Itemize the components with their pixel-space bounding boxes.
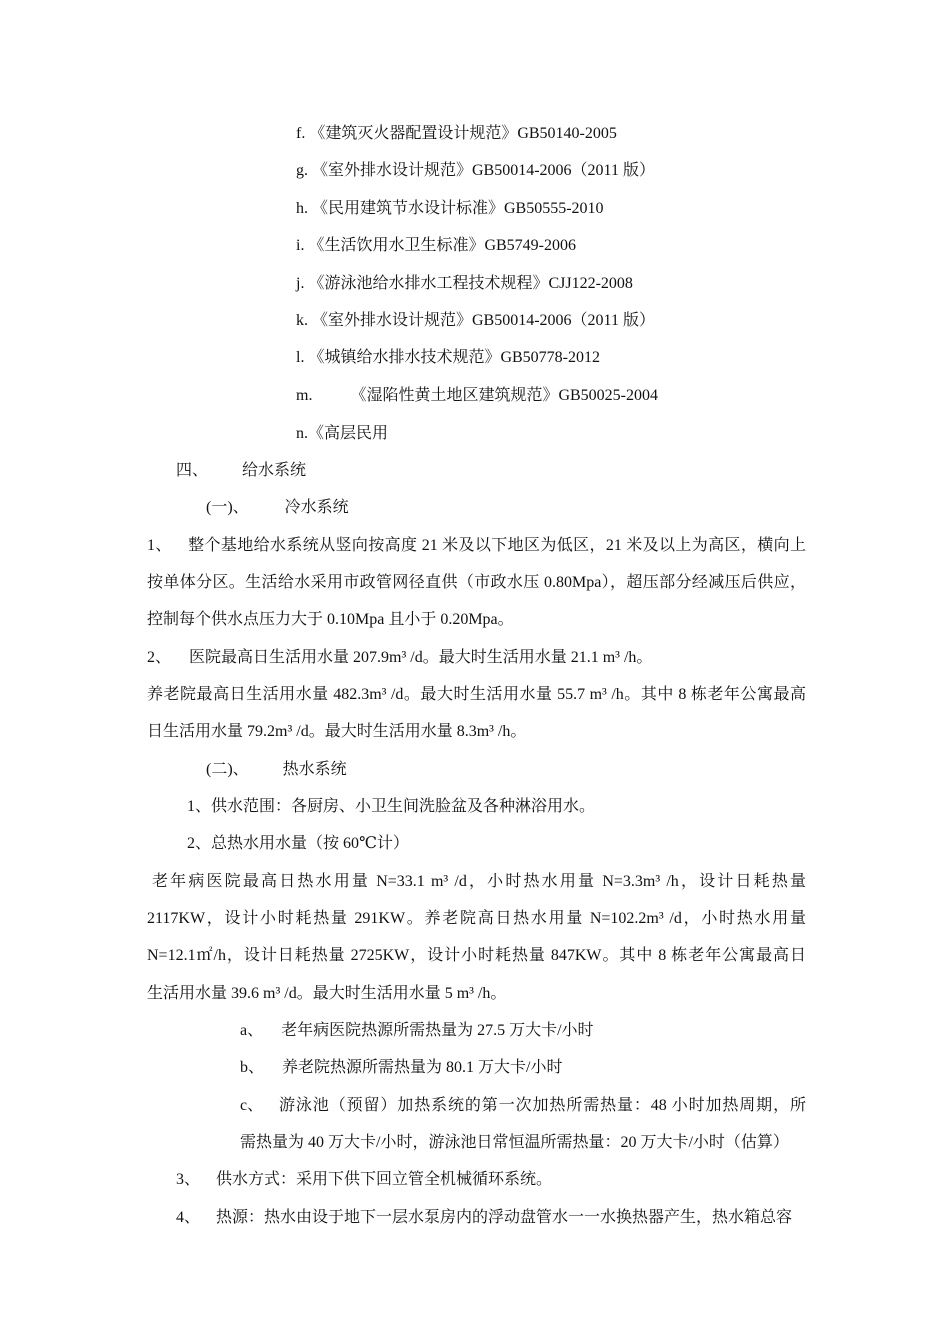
hot-item-supply-method: 3、 供水方式：采用下供下回立管全机械循环系统。: [176, 1171, 553, 1188]
subsection-number: (二)、: [206, 761, 249, 778]
item-number: 1、: [147, 537, 172, 554]
cold-para2-line1: 2、 医院最高日生活用水量 207.9m³ /d。最大时生活用水量 21.1 m³ /h。: [147, 649, 653, 666]
cold-para2-line2: 养老院最高日生活用水量 482.3m³ /d。最大时生活用水量 55.7 m³ /h。其中 8 栋老年公寓最高: [147, 686, 806, 703]
section-heading-water-supply: [176, 461, 306, 481]
hot-subitem-b: b、 养老院热源所需热量为 80.1 万大卡/小时: [240, 1059, 563, 1076]
hot-subitem-c-line1: 游泳池（预留）加热系统的第一次加热所需热量：48 小时加热周期，所: [279, 1097, 806, 1114]
standard-text: 《生活饮用水卫生标准》GB5749-2006: [308, 237, 577, 254]
list-marker: a、: [240, 1022, 264, 1039]
item-number: 2、: [147, 649, 172, 666]
subsection-number: (一)、: [206, 499, 249, 516]
standard-item-l: [296, 348, 600, 368]
hot-para-line4: 生活用水量 39.6 m³ /d。最大时生活用水量 5 m³ /h。: [147, 985, 507, 1002]
list-marker: n.: [296, 425, 308, 442]
cold-para1-line3: 控制每个供水点压力大于 0.10Mpa 且小于 0.20Mpa。: [147, 611, 514, 628]
section-number: 四、: [176, 462, 209, 479]
standard-item-h: [296, 199, 604, 219]
section-title: 给水系统: [242, 462, 307, 479]
list-marker: f.: [296, 125, 306, 142]
standard-item-f: [296, 124, 617, 144]
standard-text: 《建筑灭火器配置设计规范》GB50140-2005: [309, 125, 617, 142]
list-marker: g.: [296, 162, 308, 179]
list-marker: j.: [296, 275, 305, 292]
list-marker: i.: [296, 237, 305, 254]
subsection-title: 冷水系统: [284, 499, 349, 516]
subsection-title: 热水系统: [282, 761, 347, 778]
hot-subitem-c-mark: c、: [240, 1097, 264, 1114]
hot-item-supply-range: 1、供水范围：各厨房、小卫生间洗脸盆及各种淋浴用水。: [187, 798, 596, 815]
item-number: 3、: [176, 1171, 201, 1188]
standard-item-m: [296, 386, 658, 406]
subsection-heading-hot-water: [206, 760, 347, 780]
hot-para-line2: 2117KW，设计小时耗热量 291KW。养老院高日热水用量 N=102.2m³ /d，小时热水用量: [147, 910, 806, 927]
standard-item-k: [296, 311, 655, 331]
list-marker: k.: [296, 312, 308, 329]
hot-item-total-volume: 2、总热水用水量（按 60℃计）: [187, 835, 409, 852]
standard-text: 《室外排水设计规范》GB50014-2006（2011 版）: [312, 312, 655, 329]
cold-para2-line3: 日生活用水量 79.2m³ /d。最大时生活用水量 8.3m³ /h。: [147, 723, 527, 740]
item-number: 4、: [176, 1209, 201, 1226]
standard-text: 《室外排水设计规范》GB50014-2006（2011 版）: [312, 162, 655, 179]
standard-item-i: [296, 236, 576, 256]
cold-para1-line2: 按单体分区。生活给水采用市政管网径直供（市政水压 0.80Mpa），超压部分经减压后供应，: [147, 574, 806, 591]
list-marker: b、: [240, 1059, 265, 1076]
hot-subitem-c-line2: 需热量为 40 万大卡/小时，游泳池日常恒温所需热量：20 万大卡/小时（估算）: [240, 1134, 789, 1151]
subsection-heading-cold-water: [206, 498, 349, 518]
list-marker: h.: [296, 200, 308, 217]
standard-item-n: [296, 424, 388, 444]
list-marker: m.: [296, 387, 313, 404]
hot-item-heat-source: 4、 热源：热水由设于地下一层水泵房内的浮动盘管水一一水换热器产生，热水箱总容: [176, 1209, 793, 1226]
standard-text: 《高层民用: [308, 425, 389, 442]
hot-para-line3: N=12.1㎡/h，设计日耗热量 2725KW，设计小时耗热量 847KW。其中 8 栋老年公寓最高日: [147, 947, 806, 964]
standard-text: 《民用建筑节水设计标准》GB50555-2010: [312, 200, 604, 217]
hot-subitem-a: a、 老年病医院热源所需热量为 27.5 万大卡/小时: [240, 1022, 594, 1039]
standard-text: 《湿陷性黄土地区建筑规范》GB50025-2004: [350, 387, 659, 404]
cold-para1-line1: 1、 整个基地给水系统从竖向按高度 21 米及以下地区为低区，21 米及以上为高区，横向上: [147, 537, 806, 554]
standard-text: 《城镇给水排水技术规范》GB50778-2012: [308, 349, 601, 366]
standard-item-g: [296, 161, 655, 181]
list-marker: l.: [296, 349, 305, 366]
standard-text: 《游泳池给水排水工程技术规程》CJJ122-2008: [308, 275, 633, 292]
hot-para-line1: 老年病医院最高日热水用量 N=33.1 m³ /d，小时热水用量 N=3.3m³ /h，设计日耗热量: [152, 873, 806, 890]
standard-item-j: [296, 274, 633, 294]
